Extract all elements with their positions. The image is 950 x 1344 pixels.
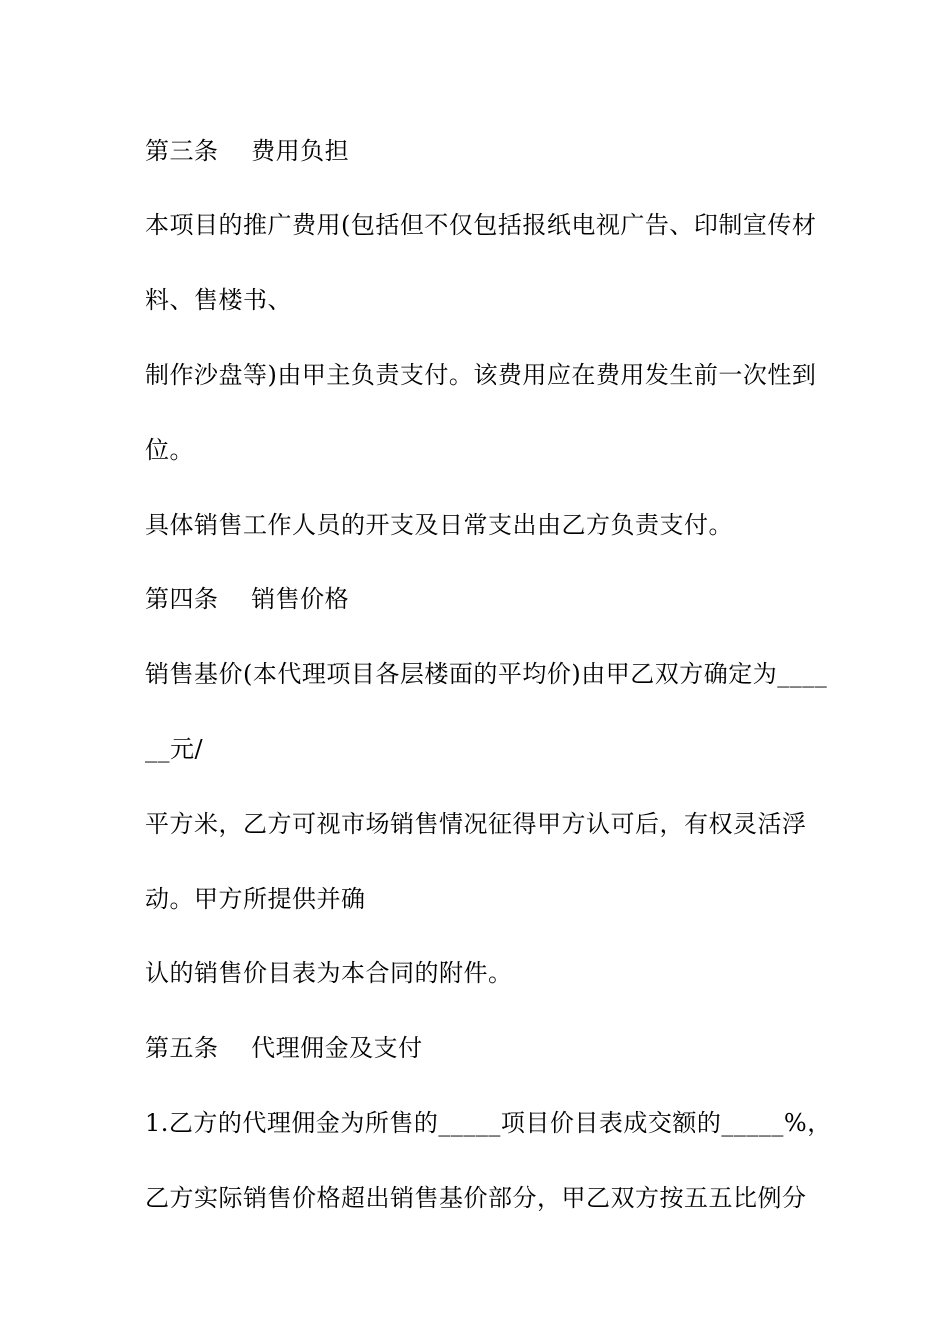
paragraph-line: 料、售楼书、 — [145, 286, 292, 314]
paragraph-line: 认的销售价目表为本合同的附件。 — [145, 959, 513, 987]
paragraph-line: 制作沙盘等)由甲主负责支付。该费用应在费用发生前一次性到 — [145, 361, 817, 389]
paragraph-line: 1.乙方的代理佣金为所售的_____项目价目表成交额的_____%， — [145, 1109, 832, 1137]
paragraph-line: 乙方实际销售价格超出销售基价部分，甲乙双方按五五比例分 — [145, 1184, 807, 1212]
paragraph-line: 动。甲方所提供并确 — [145, 885, 366, 913]
paragraph-line: 本项目的推广费用(包括但不仅包括报纸电视广告、印制宣传材 — [145, 211, 817, 239]
paragraph-line: __元/ — [145, 735, 204, 763]
article-3-heading: 第三条 费用负担 — [145, 137, 350, 165]
paragraph-line: 平方米，乙方可视市场销售情况征得甲方认可后，有权灵活浮 — [145, 810, 807, 838]
paragraph-line: 销售基价(本代理项目各层楼面的平均价)由甲乙双方确定为____ — [145, 660, 828, 688]
paragraph-line: 具体销售工作人员的开支及日常支出由乙方负责支付。 — [145, 511, 733, 539]
paragraph-line: 位。 — [145, 436, 194, 464]
article-5-heading: 第五条 代理佣金及支付 — [145, 1034, 423, 1062]
article-4-heading: 第四条 销售价格 — [145, 585, 350, 613]
